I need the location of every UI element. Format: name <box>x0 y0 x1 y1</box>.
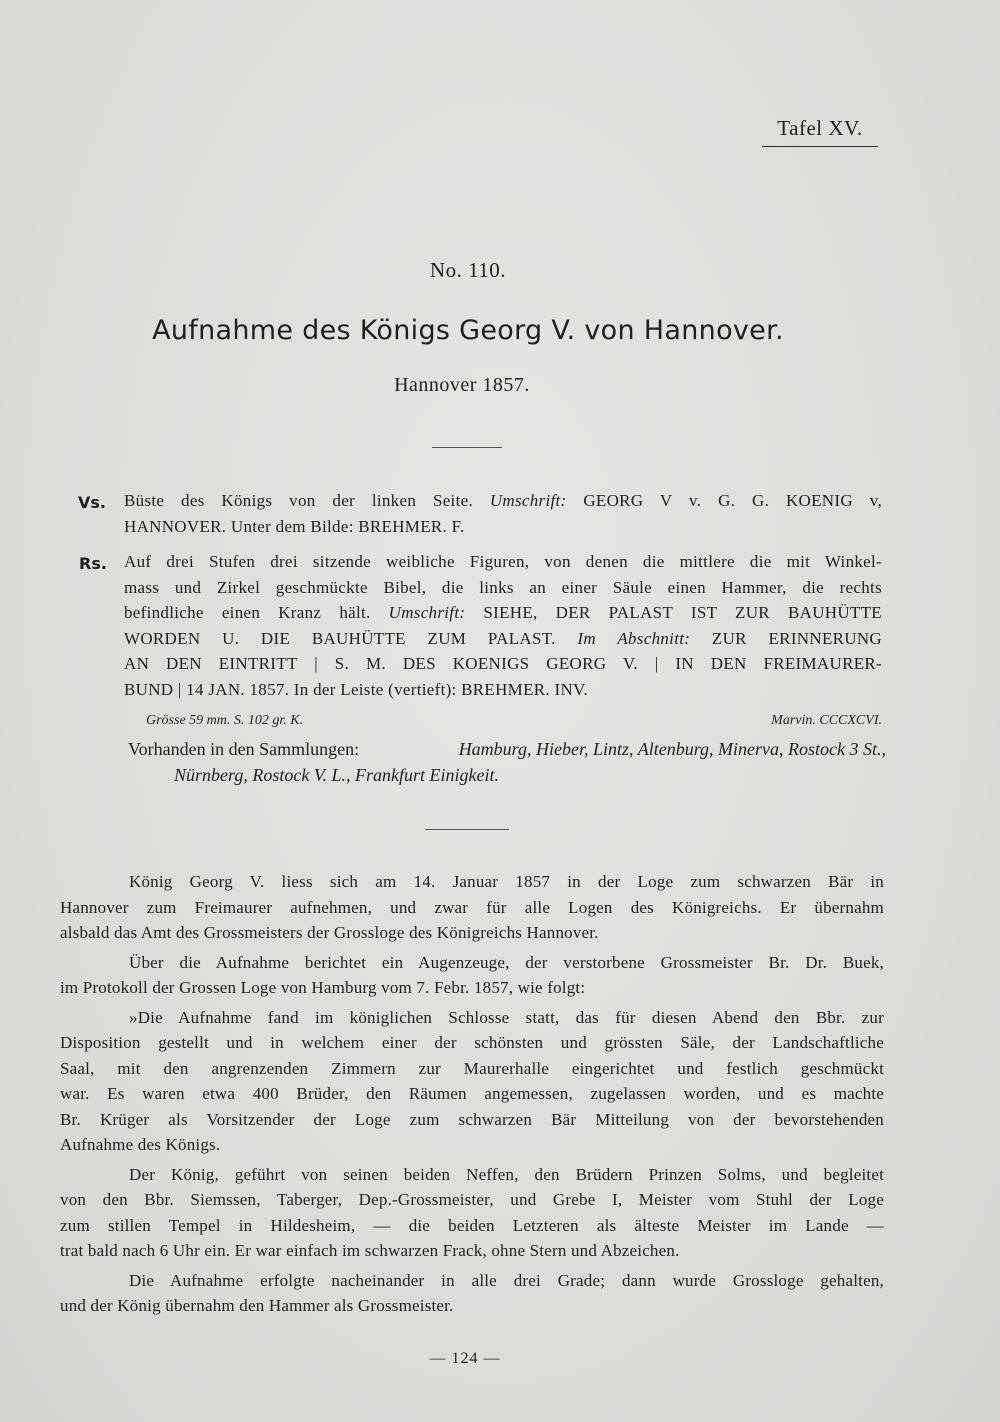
text-line: König Georg V. liess sich am 14. Januar 1857 in der Loge zum schwarzen Bär in <box>129 872 884 891</box>
text-run: AN DEN EINTRITT | S. M. DES KOENIGS GEORG V. | IN DEN FREIMAURER- <box>124 654 882 673</box>
subtitle: Hannover 1857. <box>394 374 530 396</box>
text-run: GEORG V v. G. G. KOENIG v, <box>566 491 882 510</box>
text-run: SIEHE, DER PALAST IST ZUR BAUHÜTTE <box>465 603 882 622</box>
item-number: No. 110. <box>429 258 507 282</box>
body-text <box>60 869 884 1323</box>
text-line: Disposition gestellt und in welchem einer der schönsten und grössten Säle, der Landschaftliche <box>60 1033 884 1052</box>
obverse-description <box>124 488 882 539</box>
collections <box>128 736 886 788</box>
reverse-label: Rs. <box>79 554 107 573</box>
text-line <box>124 488 882 514</box>
inline-label: Im Abschnitt: <box>577 628 691 648</box>
text-line <box>124 626 882 652</box>
text-line: Die Aufnahme erfolgte nacheinander in alle drei Grade; dann wurde Grossloge gehalten, <box>129 1270 884 1290</box>
text-line: zum stillen Tempel in Hildesheim, — die beiden Letzteren als älteste Meister im Lande — <box>60 1215 884 1235</box>
text-line: von den Bbr. Siemssen, Taberger, Dep.-Grossmeister, und Grebe I, Meister vom Stuhl der Loge <box>60 1190 884 1209</box>
text-line: Der König, geführt von seinen beiden Neffen, den Brüdern Prinzen Solms, und begleitet <box>129 1164 884 1184</box>
reference: Marvin. CCCXCVI. <box>771 713 882 728</box>
collections-label: Vorhanden in den Sammlungen: <box>128 739 360 759</box>
size-weight-line <box>146 713 882 729</box>
text-run: mass und Zirkel geschmückte Bibel, die links an einer Säule einen Hammer, die rechts <box>124 577 882 597</box>
text-line <box>124 549 882 575</box>
text-line <box>124 514 882 540</box>
text-line <box>124 575 882 601</box>
obverse-label: Vs. <box>78 493 106 512</box>
text-line <box>124 600 882 626</box>
text-line: Hannover zum Freimaurer aufnehmen, und zwar für alle Logen des Königreichs. Er übernahm <box>60 897 884 917</box>
text-line: Br. Krüger als Vorsitzender der Loge zum schwarzen Bär Mitteilung von der bevorstehenden <box>60 1109 884 1129</box>
text-line <box>124 677 882 703</box>
collections-list-2: Nürnberg, Rostock V. L., Frankfurt Einigkeit. <box>174 765 499 785</box>
inline-label: Umschrift: <box>388 603 466 622</box>
text-line: im Protokoll der Grossen Loge von Hamburg vom 7. Febr. 1857, wie folgt: <box>60 978 586 997</box>
paragraph <box>60 869 884 946</box>
plate-label: Tafel XV. <box>762 116 878 147</box>
text-run: Büste des Königs von der linken Seite. <box>124 491 490 510</box>
text-run: Auf drei Stufen drei sitzende weibliche Figuren, von denen die mittlere die mit Winkel- <box>124 552 882 571</box>
page-number: — 124 — <box>429 1350 501 1367</box>
text-run: ZUR ERINNERUNG <box>690 628 882 648</box>
paragraph <box>60 1162 884 1264</box>
text-run: befindliche einen Kranz hält. <box>124 603 389 622</box>
inline-label: Umschrift: <box>489 491 567 510</box>
text-line: und der König übernahm den Hammer als Grossmeister. <box>60 1296 454 1315</box>
text-run: HANNOVER. Unter dem Bilde: BREHMER. F. <box>124 516 465 536</box>
paragraph <box>60 1005 884 1158</box>
collections-list-1: Hamburg, Hieber, Lintz, Altenburg, Minerva, Rostock 3 St., <box>458 739 886 759</box>
divider <box>425 829 509 830</box>
text-run: WORDEN U. DIE BAUHÜTTE ZUM PALAST. <box>124 628 578 648</box>
text-line: Aufnahme des Königs. <box>60 1135 221 1154</box>
reverse-description <box>124 549 882 702</box>
text-line: Über die Aufnahme berichtet ein Augenzeuge, der verstorbene Grossmeister Br. Dr. Buek, <box>129 952 884 972</box>
text-line: war. Es waren etwa 400 Brüder, den Räumen angemessen, zugelassen worden, und es machte <box>60 1084 884 1103</box>
text-line: trat bald nach 6 Uhr ein. Er war einfach im schwarzen Frack, ohne Stern und Abzeichen. <box>60 1241 680 1260</box>
text-line <box>124 651 882 677</box>
size-line: Grösse 59 mm. S. 102 gr. K. <box>146 713 304 728</box>
text-line: »Die Aufnahme fand im königlichen Schlosse statt, das für diesen Abend den Bbr. zur <box>129 1007 884 1027</box>
paragraph <box>60 1268 884 1319</box>
paragraph <box>60 950 884 1001</box>
text-run: BUND | 14 JAN. 1857. In der Leiste (vertieft): BREHMER. INV. <box>124 679 588 699</box>
divider <box>432 447 502 448</box>
page-title: Aufnahme des Königs Georg V. von Hannover. <box>152 315 784 346</box>
text-line: Saal, mit den angrenzenden Zimmern zur Maurerhalle eingerichtet und festlich geschmückt <box>60 1058 884 1078</box>
text-line: alsbald das Amt des Grossmeisters der Grossloge des Königreichs Hannover. <box>60 923 599 942</box>
